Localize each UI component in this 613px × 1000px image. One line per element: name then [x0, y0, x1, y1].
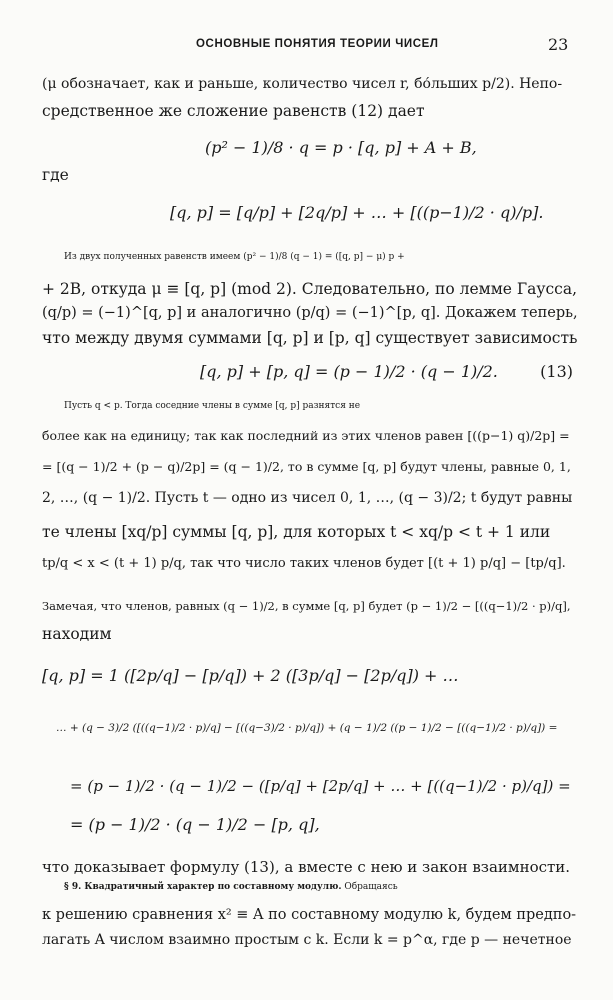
- text-line-7: что между двумя суммами [q, p] и [p, q] существует зависимость: [42, 329, 578, 347]
- text-line-18: к решению сравнения x² ≡ A по составному модулю k, будем предпо-: [42, 907, 577, 923]
- equation-2: [q, p] = [q/p] + [2q/p] + … + [((p−1)/2 · q)/p].: [170, 203, 544, 222]
- equation-number-13: (13): [540, 362, 573, 381]
- text-line-5: + 2B, откуда μ ≡ [q, p] (mod 2). Следовательно, по лемме Гаусса,: [42, 280, 578, 298]
- section-heading-continuation: Обращаясь: [341, 882, 398, 892]
- equation-4-line-4: = (p − 1)/2 · (q − 1)/2 − [p, q],: [70, 815, 320, 834]
- equation-4-line-2: … + (q − 3)/2 ([((q−1)/2 · p)/q] − [((q−3)/2 · p)/q]) + (q − 1)/2 ((p − 1)/2 − [((q−1)/2 · p)/q]) =: [56, 722, 558, 734]
- text-line-8: Пусть q < p. Тогда соседние члены в сумме [q, p] разнятся не: [64, 401, 361, 411]
- text-line-16: что доказывает формулу (13), а вместе с нею и закон взаимности.: [42, 858, 571, 876]
- equation-4-line-3: = (p − 1)/2 · (q − 1)/2 − ([p/q] + [2p/q] + … + [((q−1)/2 · p)/q]) =: [70, 777, 571, 795]
- equation-4-line-1: [q, p] = 1 ([2p/q] − [p/q]) + 2 ([3p/q] − [2p/q]) + …: [42, 666, 459, 685]
- section-heading-line: [64, 882, 596, 892]
- text-line-2: средственное же сложение равенств (12) дает: [42, 102, 425, 120]
- text-line-6: (q/p) = (−1)^[q, p] и аналогично (p/q) = (−1)^[p, q]. Докажем теперь,: [42, 305, 578, 321]
- text-line-1: (μ обозначает, как и раньше, количество чисел r, бо́льших p/2). Непо-: [42, 76, 563, 92]
- page-number: 23: [548, 35, 569, 54]
- text-line-9: более как на единицу; так как последний из этих членов равен [((p−1) q)/2p] =: [42, 428, 570, 443]
- text-line-19: лагать A числом взаимно простым с k. Если k = p^α, где p — нечетное: [42, 932, 572, 948]
- text-line-15: находим: [42, 625, 112, 643]
- running-title: ОСНОВНЫЕ ПОНЯТИЯ ТЕОРИИ ЧИСЕЛ: [196, 38, 439, 50]
- text-line-11: 2, …, (q − 1)/2. Пусть t — одно из чисел 0, 1, …, (q − 3)/2; t будут равны: [42, 490, 573, 506]
- section-title: § 9. Квадратичный характер по составному модулю.: [64, 882, 342, 892]
- text-line-where: где: [42, 166, 69, 184]
- page-header: [0, 35, 613, 58]
- text-line-13: tp/q < x < (t + 1) p/q, так что число таких членов будет [(t + 1) p/q] − [tp/q].: [42, 556, 566, 571]
- text-line-4: Из двух полученных равенств имеем (p² − 1)/8 (q − 1) = ([q, p] − μ) p +: [64, 252, 405, 262]
- equation-1: (p² − 1)/8 · q = p · [q, p] + A + B,: [205, 138, 477, 157]
- text-line-10: = [(q − 1)/2 + (p − q)/2p] = (q − 1)/2, то в сумме [q, p] будут члены, равные 0, 1,: [42, 459, 571, 474]
- text-line-12: те члены [xq/p] суммы [q, p], для которых t < xq/p < t + 1 или: [42, 523, 551, 541]
- text-line-14: Замечая, что членов, равных (q − 1)/2, в сумме [q, p] будет (p − 1)/2 − [((q−1)/2 · p)/q],: [42, 599, 571, 613]
- equation-3: [q, p] + [p, q] = (p − 1)/2 · (q − 1)/2.: [200, 362, 498, 381]
